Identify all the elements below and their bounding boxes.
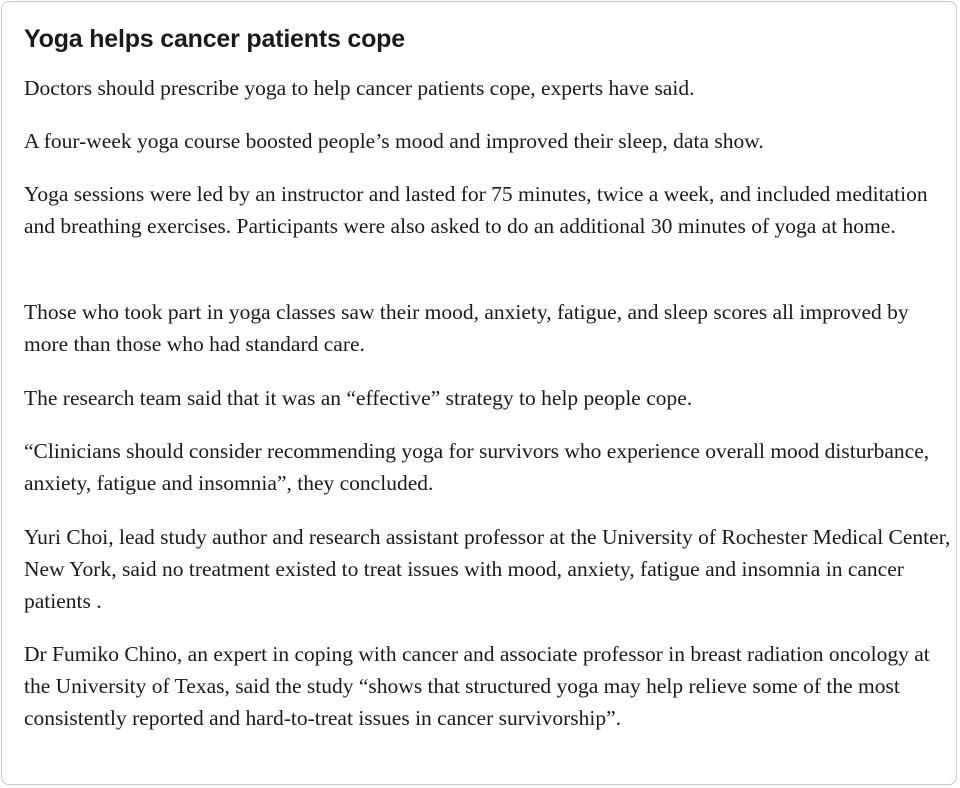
article-paragraph: Those who took part in yoga classes saw their mood, anxiety, fatigue, and sleep scores all improved by more than those who had standard care.	[24, 300, 909, 356]
article-paragraph: Dr Fumiko Chino, an expert in coping with cancer and associate professor in breast radiation oncology at the University of Texas, said the study “shows that structured yoga may help relieve some of the most consistently reported and hard-to-treat issues in cancer survivorship”.	[24, 642, 930, 730]
article-quote-paragraph: “Clinicians should consider recommending yoga for survivors who experience overall mood disturbance, anxiety, fatigue and insomnia”, they concluded.	[24, 439, 930, 495]
article-paragraph: A four-week yoga course boosted people’s mood and improved their sleep, data show.	[24, 129, 764, 153]
article-paragraph: Yoga sessions were led by an instructor and lasted for 75 minutes, twice a week, and included meditation and breathing exercises. Participants were also asked to do an additional 30 minutes of yoga at home.	[24, 182, 928, 238]
article-headline: Yoga helps cancer patients cope	[24, 25, 405, 53]
article-paragraph: Yuri Choi, lead study author and research assistant professor at the University of Rochester Medical Center, New York, said no treatment existed to treat issues with mood, anxiety, fatigue and insomnia in cancer patients .	[24, 525, 951, 613]
article-card	[1, 1, 957, 785]
article-paragraph: Doctors should prescribe yoga to help cancer patients cope, experts have said.	[24, 76, 695, 100]
article-paragraph: The research team said that it was an “effective” strategy to help people cope.	[24, 386, 693, 410]
